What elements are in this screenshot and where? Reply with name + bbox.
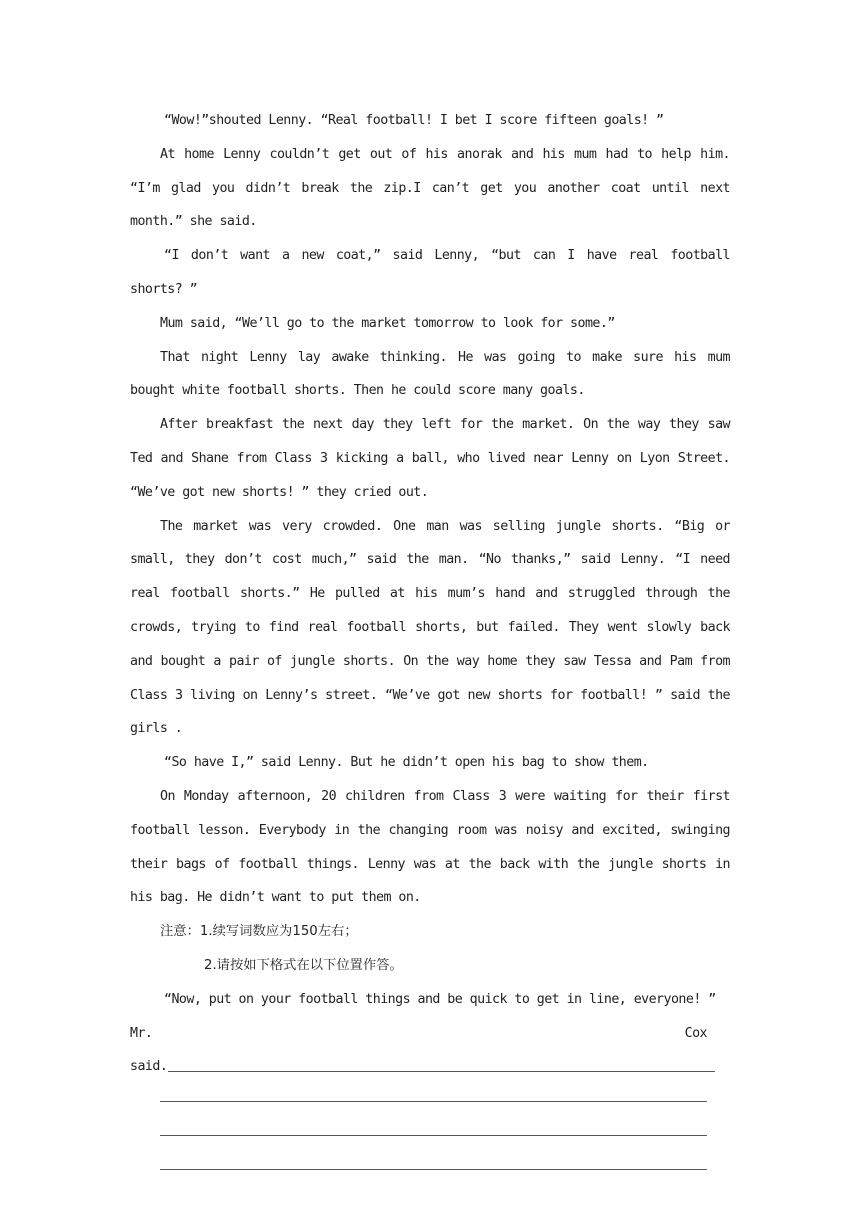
story-paragraph: After breakfast the next day they left for the market. On the way they saw Ted and Shane from Class 3 kicking a ball, who lived near Lenny on Lyon Street. “We’ve got new shorts! ” they cried out. [130, 417, 730, 500]
answer-rule [160, 1135, 707, 1136]
prompt-speaker-line [130, 1017, 707, 1051]
prompt-cox: Cox [684, 1025, 707, 1041]
answer-line[interactable] [130, 1050, 730, 1084]
instruction-note: 注意：1.续写词数应为150左右； [160, 924, 358, 940]
story-paragraph: The market was very crowded. One man was selling jungle shorts. “Big or small, they don’t cost much,” said the man. “No thanks,” said Lenny. “I need real football shorts.” He pulled at his mum’s hand and struggled through the crowds, trying to find real football shorts, but failed. They went slowly back and bought a pair of jungle shorts. On the way home they saw Tessa and Pam from Class 3 living on Lenny’s street. “We’ve got new shorts for football! ” said the girls . [130, 518, 730, 737]
story-paragraph: At home Lenny couldn’t get out of his anorak and his mum had to help him. “I’m glad you didn’t break the zip.I can’t get you another coat until next month.” she said. [130, 146, 730, 230]
answer-rule [168, 1071, 715, 1072]
story-paragraph: Mum said, “We’ll go to the market tomorrow to look for some.” [160, 315, 615, 331]
document-body [130, 104, 730, 1186]
answer-line[interactable] [130, 1118, 730, 1152]
answer-rule [160, 1169, 707, 1170]
story-paragraph: “Wow!”shouted Lenny. “Real football! I bet I score fifteen goals! ” [164, 113, 664, 128]
answer-line[interactable] [130, 1152, 730, 1186]
story-paragraph: That night Lenny lay awake thinking. He was going to make sure his mum bought white football shorts. Then he could score many goals. [130, 349, 730, 399]
answer-line[interactable] [130, 1084, 730, 1118]
continuation-prompt: “Now, put on your football things and be quick to get in line, everyone! ” [164, 991, 716, 1007]
prompt-said: said. [130, 1059, 168, 1075]
prompt-mr: Mr. [130, 1025, 153, 1041]
story-paragraph: “So have I,” said Lenny. But he didn’t open his bag to show them. [164, 755, 649, 771]
story-paragraph: On Monday afternoon, 20 children from Class 3 were waiting for their first football lesson. Everybody in the changing room was noisy and excited, swinging their bags of football things. Lenny was at the back with the jungle shorts in his bag. He didn’t want to put them on. [130, 788, 730, 906]
answer-rule [160, 1101, 707, 1102]
story-paragraph: “I don’t want a new coat,” said Lenny, “but can I have real football shorts? ” [130, 248, 730, 297]
instruction-note: 2.请按如下格式在以下位置作答。 [204, 957, 403, 973]
